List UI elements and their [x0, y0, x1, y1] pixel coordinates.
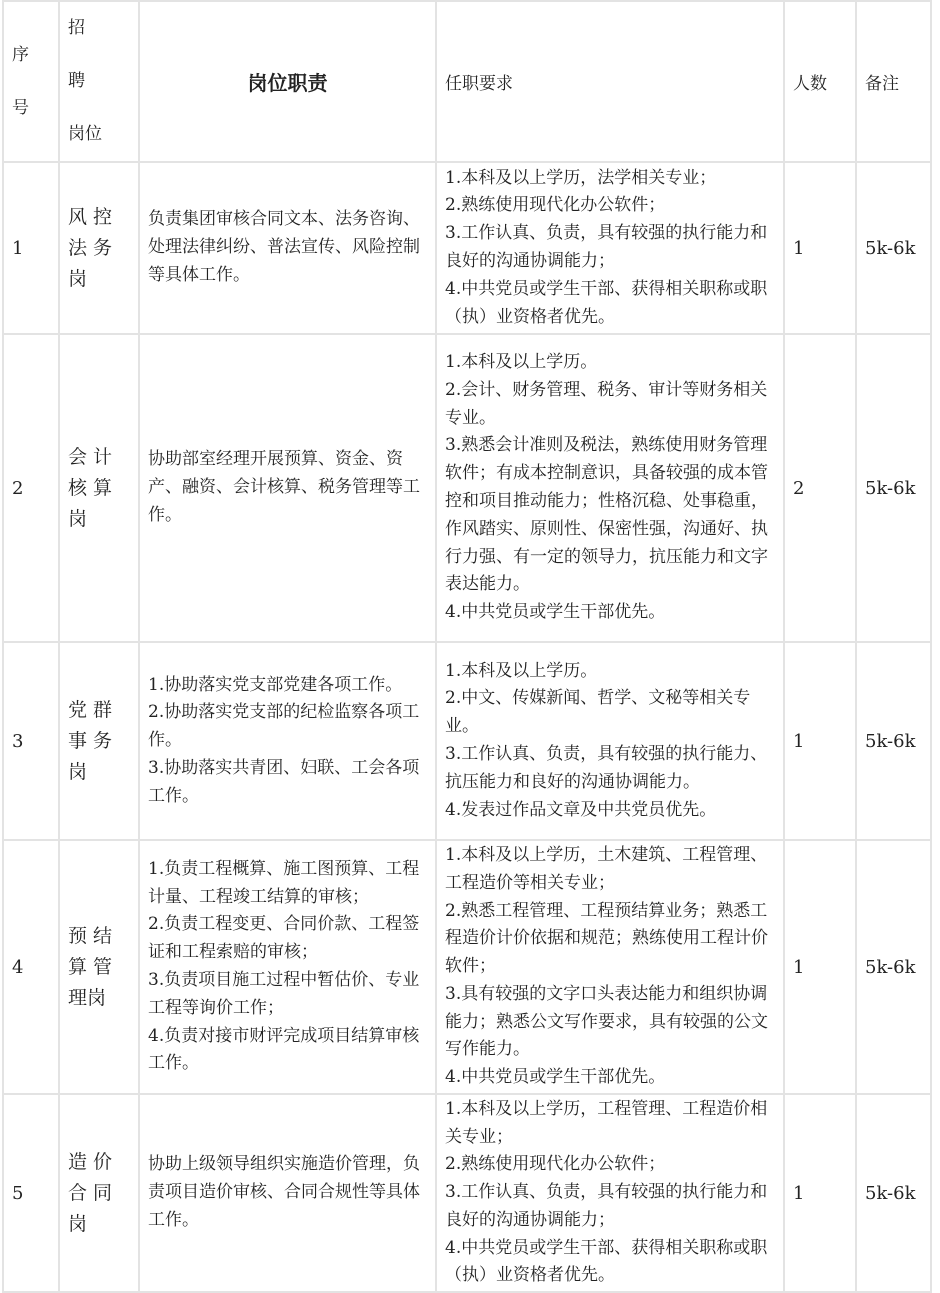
row-requirements-cell [436, 162, 784, 334]
row-requirements: 1.本科及以上学历，工程管理、工程造价相关专业； 2.熟练使用现代化办公软件； 3.工作认真、负责，具有较强的执行能力和良好的沟通协调能力； 4.中共党员或学生干部、获得相关职称或职（执）业资格者优先。 [445, 1098, 768, 1286]
header-count-label: 人数 [793, 74, 827, 94]
row-requirements-cell [436, 840, 784, 1094]
row-duties: 负责集团审核合同文本、法务咨询、处理法律纠纷、普法宣传、风险控制等具体工作。 [148, 209, 420, 285]
row-duties-cell [139, 642, 436, 840]
row-position: 预 结 算 管 理岗 [68, 924, 113, 1009]
row-remarks: 5k-6k [865, 237, 916, 259]
header-count [784, 1, 856, 162]
row-remarks: 5k-6k [865, 956, 916, 978]
row-position: 会 计 核 算 岗 [68, 445, 113, 530]
row-index-cell [3, 840, 59, 1094]
row-index: 1 [12, 237, 24, 259]
row-count: 1 [793, 730, 805, 752]
header-position [59, 1, 139, 162]
table-row [3, 334, 931, 642]
row-requirements: 1.本科及以上学历。 2.会计、财务管理、税务、审计等财务相关专业。 3.熟悉会计准则及税法，熟练使用财务管理软件；有成本控制意识，具备较强的成本管控和项目推动能力；性格沉稳、处事稳重，作风踏实、原则性、保密性强，沟通好、执行力强、有一定的领导力，抗压能力和文字表达能力。 4.中共党员或学生干部优先。 [445, 352, 768, 623]
header-index-line2: 号 [12, 97, 29, 118]
table-row [3, 162, 931, 334]
row-count: 2 [793, 477, 805, 499]
row-index-cell [3, 162, 59, 334]
row-index-cell [3, 334, 59, 642]
header-index-line1: 序 [12, 44, 29, 65]
header-position-line2: 岗位 [68, 124, 102, 144]
row-count-cell [784, 1094, 856, 1292]
row-position-cell [59, 642, 139, 840]
row-requirements: 1.本科及以上学历，法学相关专业； 2.熟练使用现代化办公软件； 3.工作认真、负责，具有较强的执行能力和良好的沟通协调能力； 4.中共党员或学生干部、获得相关职称或职（执）业资格者优先。 [445, 167, 768, 327]
row-remarks-cell [856, 840, 931, 1094]
row-requirements-cell [436, 1094, 784, 1292]
row-duties: 1.协助落实党支部党建各项工作。 2.协助落实党支部的纪检监察各项工作。 3.协助落实共青团、妇联、工会各项工作。 [148, 674, 420, 806]
row-index-cell [3, 1094, 59, 1292]
row-duties: 协助上级领导组织实施造价管理，负责项目造价审核、合同合规性等具体工作。 [148, 1154, 420, 1230]
row-remarks: 5k-6k [865, 477, 916, 499]
row-position: 风 控 法 务 岗 [68, 205, 113, 290]
row-remarks-cell [856, 162, 931, 334]
row-index: 5 [12, 1182, 24, 1204]
row-duties-cell [139, 1094, 436, 1292]
header-duties-label: 岗位职责 [247, 71, 328, 95]
row-count: 1 [793, 237, 805, 259]
header-remarks-label: 备注 [865, 74, 899, 94]
row-duties-cell [139, 334, 436, 642]
row-remarks: 5k-6k [865, 730, 916, 752]
row-remarks: 5k-6k [865, 1182, 916, 1204]
row-requirements-cell [436, 642, 784, 840]
header-requirements-label: 任职要求 [445, 74, 513, 94]
header-duties [139, 1, 436, 162]
header-index [3, 1, 59, 162]
table-row [3, 840, 931, 1094]
table-row [3, 642, 931, 840]
header-remarks [856, 1, 931, 162]
row-duties: 协助部室经理开展预算、资金、资产、融资、会计核算、税务管理等工作。 [148, 449, 420, 525]
row-position-cell [59, 1094, 139, 1292]
row-count-cell [784, 840, 856, 1094]
row-requirements: 1.本科及以上学历。 2.中文、传媒新闻、哲学、文秘等相关专业。 3.工作认真、负责，具有较强的执行能力、抗压能力和良好的沟通协调能力。 4.发表过作品文章及中共党员优先。 [445, 660, 768, 820]
row-duties: 1.负责工程概算、施工图预算、工程计量、工程竣工结算的审核； 2.负责工程变更、合同价款、工程签证和工程索赔的审核； 3.负责项目施工过程中暂估价、专业工程等询价工作； 4.负责对接市财评完成项目结算审核工作。 [148, 858, 420, 1074]
row-duties-cell [139, 162, 436, 334]
table-header-row [3, 1, 931, 162]
row-index: 3 [12, 730, 24, 752]
row-count: 1 [793, 1182, 805, 1204]
row-position: 造 价 合 同 岗 [68, 1150, 113, 1235]
header-requirements [436, 1, 784, 162]
row-count-cell [784, 162, 856, 334]
table-row [3, 1094, 931, 1292]
row-position-cell [59, 334, 139, 642]
row-remarks-cell [856, 334, 931, 642]
job-posting-table [2, 0, 932, 1293]
row-index: 2 [12, 477, 24, 499]
row-remarks-cell [856, 1094, 931, 1292]
row-count-cell [784, 642, 856, 840]
row-requirements: 1.本科及以上学历，土木建筑、工程管理、工程造价等相关专业； 2.熟悉工程管理、工程预结算业务；熟悉工程造价计价依据和规范；熟练使用工程计价软件； 3.具有较强的文字口头表达能力和组织协调能力；熟悉公文写作要求，具有较强的公文写作能力。 4.中共党员或学生干部优先。 [445, 844, 768, 1088]
header-position-line1: 招 聘 [68, 18, 99, 91]
row-count-cell [784, 334, 856, 642]
row-position-cell [59, 162, 139, 334]
row-count: 1 [793, 956, 805, 978]
row-index: 4 [12, 956, 24, 978]
row-index-cell [3, 642, 59, 840]
row-position: 党 群 事 务 岗 [68, 698, 113, 783]
row-position-cell [59, 840, 139, 1094]
row-requirements-cell [436, 334, 784, 642]
row-duties-cell [139, 840, 436, 1094]
row-remarks-cell [856, 642, 931, 840]
